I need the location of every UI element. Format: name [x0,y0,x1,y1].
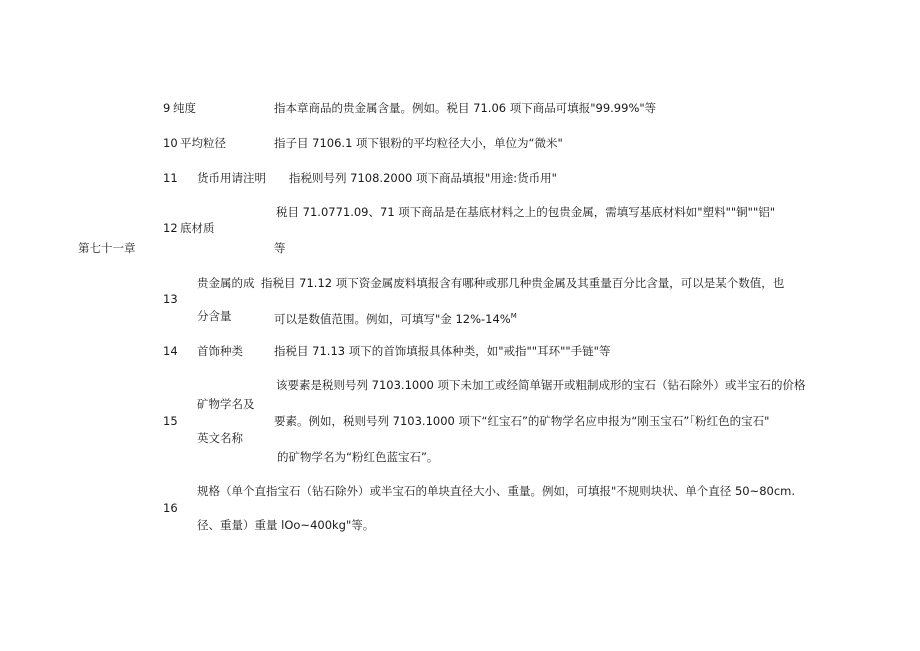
row-name: 平均粒径 [180,136,226,150]
row-description-line-2: 等 [274,241,286,255]
row-description-line-2: 可以是数值范围。例如，可填写"金 12%-14%$^M$ [274,311,517,326]
chapter-label: 第七十一章 [78,241,136,255]
row-name: 首饰种类 [197,344,243,358]
row-number: 12 [163,221,178,235]
row-number: 16 [163,501,178,515]
row-description-line-2: 要素。例如，税则号列 7103.1000 项下“红宝石”的矿物学名应申报为“刚玉宝石”「粉红色的宝石" [274,414,770,428]
row-name-line-2: 英文名称 [197,431,243,445]
row-number: 11 [163,171,178,185]
row-number: 13 [163,292,178,306]
row-description-line-1: 规格（单个直指宝石（钻石除外）或半宝石的单块直径大小、重量。例如，可填报"不规则块状、单个直径 50~80cm. [197,484,796,498]
row-description: 指子目 7106.1 项下银粉的平均粒径大小，单位为“微米" [274,136,563,150]
row-description-line-1: 税目 71.0771.09、71 项下商品是在基底材料之上的包贵金属，需填写基底材料如"塑料""铜""铝" [276,205,776,219]
row-description-line-2: 径、重量）重量 lOo~400kg"等。 [197,518,375,532]
row-name-line-1: 贵金属的成 [197,276,255,290]
row-name-line-2: 分含量 [197,309,232,323]
row-name-line-1: 矿物学名及 [197,397,255,411]
row-description-line-1: 指税目 71.12 项下资金属废料填报含有哪种或那几种贵金属及其重量百分比含量，可以是某个数值，也 [261,276,785,290]
row-description: 指税则号列 7108.2000 项下商品填报"用途:货币用" [289,171,557,185]
row-description: 指本章商品的贵金属含量。例如。税目 71.06 项下商品可填报"99.99%"等 [274,101,657,115]
row-number: 14 [163,344,178,358]
row-description: 指税目 71.13 项下的首饰填报具体种类，如"戒指""耳环""手链"等 [274,344,611,358]
row-description-line-1: 该要素是税则号列 7103.1000 项下未加工或经简单锯开或粗制成形的宝石（钻石除外）或半宝石的价格 [276,378,806,392]
row-number: 9 [163,101,171,115]
row-name: 底材质 [180,221,215,235]
row-name: 货币用请注明 [197,171,266,185]
row-name: 纯度 [173,101,196,115]
row-number: 15 [163,414,178,428]
row-number: 10 [163,136,178,150]
row-description-line-3: 的矿物学名为“粉红色蓝宝石”。 [277,450,439,464]
